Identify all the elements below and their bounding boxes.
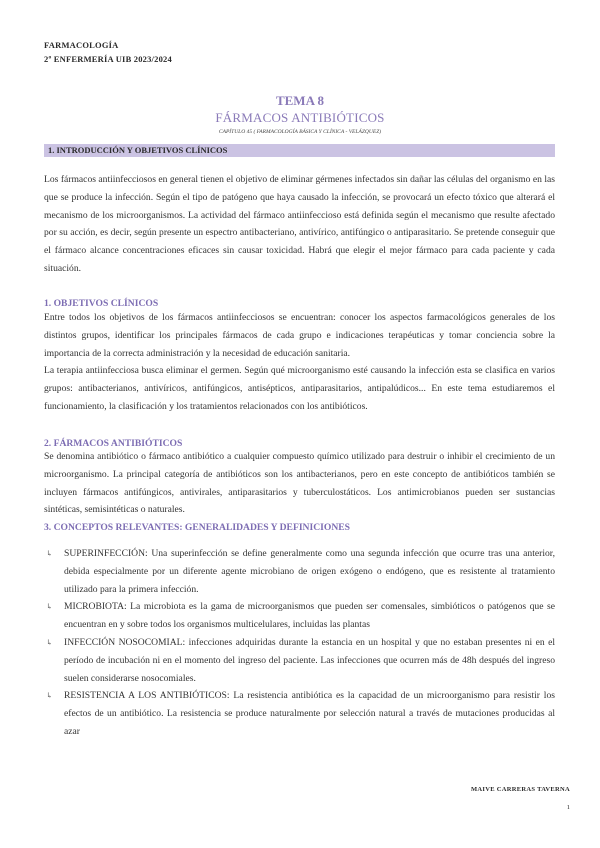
document-header <box>44 38 172 66</box>
objetivos-paragraph-2: La terapia antiinfecciosa busca eliminar el germen. Según qué microorganismo esté causando la infección esta se clasifica en varios grupos: antibacterianos, antivíricos, antifúngicos, antisépticos, antiparasitarios, antipalúdicos... En este tema estudiaremos el funcionamiento, la clasificación y los tratamientos relacionados con los antibióticos. <box>44 365 555 412</box>
page-number: 1 <box>566 804 570 811</box>
list-item-text: MICROBIOTA: La microbiota es la gama de microorganismos que pueden ser comensales, simbióticos o patógenos que se encuentran en y sobre todos los organismos multicelulares, incluidas las plantas <box>64 601 555 631</box>
intro-paragraph: Los fármacos antiinfecciosos en general tienen el objetivo de eliminar gérmenes infectados sin dañar las células del organismo en las que se produce la infección. Según el tipo de patógeno que haya causado la infección, se provocará un efecto tóxico que alterará el mecanismo de los microorganismos. La actividad del fármaco antiinfeccioso está definida según el mecanismo que resulte afectado por su acción, es decir, según presente un espectro antibacteriano, antivírico, antifúngico o antiparasitario. Se pretende conseguir que el fármaco alcance concentraciones eficaces sin causar toxicidad. Habrá que elegir el mejor fármaco para cada paciente y cada situación. <box>44 174 555 274</box>
arrow-bullet-icon: ↳ <box>46 549 53 558</box>
definitions-list <box>44 545 555 741</box>
list-item <box>44 687 555 740</box>
section-heading-objetivos: 1. OBJETIVOS CLÍNICOS <box>44 298 159 309</box>
section-heading-intro: 1. INTRODUCCIÓN Y OBJETIVOS CLÍNICOS <box>44 144 555 157</box>
title-block <box>0 93 600 136</box>
header-course: 2º ENFERMERÍA UIB 2023/2024 <box>44 54 172 64</box>
tema-subtitle: FÁRMACOS ANTIBIÓTICOS <box>215 110 385 125</box>
antibioticos-paragraph: Se denomina antibiótico o fármaco antibiótico a cualquier compuesto químico utilizado para destruir o inhibir el crecimiento de un microorganismo. La principal categoría de antibióticos son los antibacterianos, pero en este concepto de antibióticos también se incluyen fármacos antifúngicos, antivirales, antiparasitarios y tuberculostáticos. Los antimicrobianos pueden ser sustancias sintéticas, semisintéticas o naturales. <box>44 451 555 516</box>
tema-title: TEMA 8 <box>275 93 325 108</box>
objetivos-paragraph-1: Entre todos los objetivos de los fármacos antiinfecciosos se encuentran: conocer los aspectos farmacológicos generales de los distintos grupos, identificar los principales fármacos de cada grupo e indicaciones terapéuticas y tomar conciencia sobre la importancia de la correcta administración y la necesidad de educación sanitaria. <box>44 312 555 359</box>
arrow-bullet-icon: ↳ <box>46 637 53 647</box>
chapter-reference: CAPÍTULO 45 ( FARMACOLOGÍA BÁSICA Y CLÍNICA - VELÁZQUEZ) <box>218 129 382 135</box>
list-item <box>44 545 555 598</box>
arrow-bullet-icon: ↳ <box>46 602 53 612</box>
section-heading-conceptos: 3. CONCEPTOS RELEVANTES: GENERALIDADES Y DEFINICIONES <box>44 522 351 533</box>
list-item <box>44 634 555 687</box>
list-item-text: SUPERINFECCIÓN: Una superinfección se define generalmente como una segunda infección que ocurre tras una anterior, debida especialmente por un diferente agente microbiano de origen exógeno o endógeno, que es resistente al tratamiento utilizado para la primera infección. <box>64 548 555 595</box>
list-item-text: INFECCIÓN NOSOCOMIAL: infecciones adquiridas durante la estancia en un hospital y que no estaban presentes ni en el período de incubación ni en el momento del ingreso del paciente. Las infecciones que ocurren más de 48h después del ingreso suelen considerarse nosocomiales. <box>64 636 555 684</box>
list-item-text: RESISTENCIA A LOS ANTIBIÓTICOS: La resistencia antibiótica es la capacidad de un microorganismo para resistir los efectos de un antibiótico. La resistencia se produce naturalmente por selección natural a través de mutaciones producidas al azar <box>64 690 555 737</box>
section-heading-antibioticos: 2. FÁRMACOS ANTIBIÓTICOS <box>44 438 183 449</box>
footer-author: MAIVE CARRERAS TAVERNA <box>470 786 570 793</box>
header-subject: FARMACOLOGÍA <box>44 40 119 50</box>
list-item <box>44 598 555 634</box>
arrow-bullet-icon: ↳ <box>46 691 53 701</box>
